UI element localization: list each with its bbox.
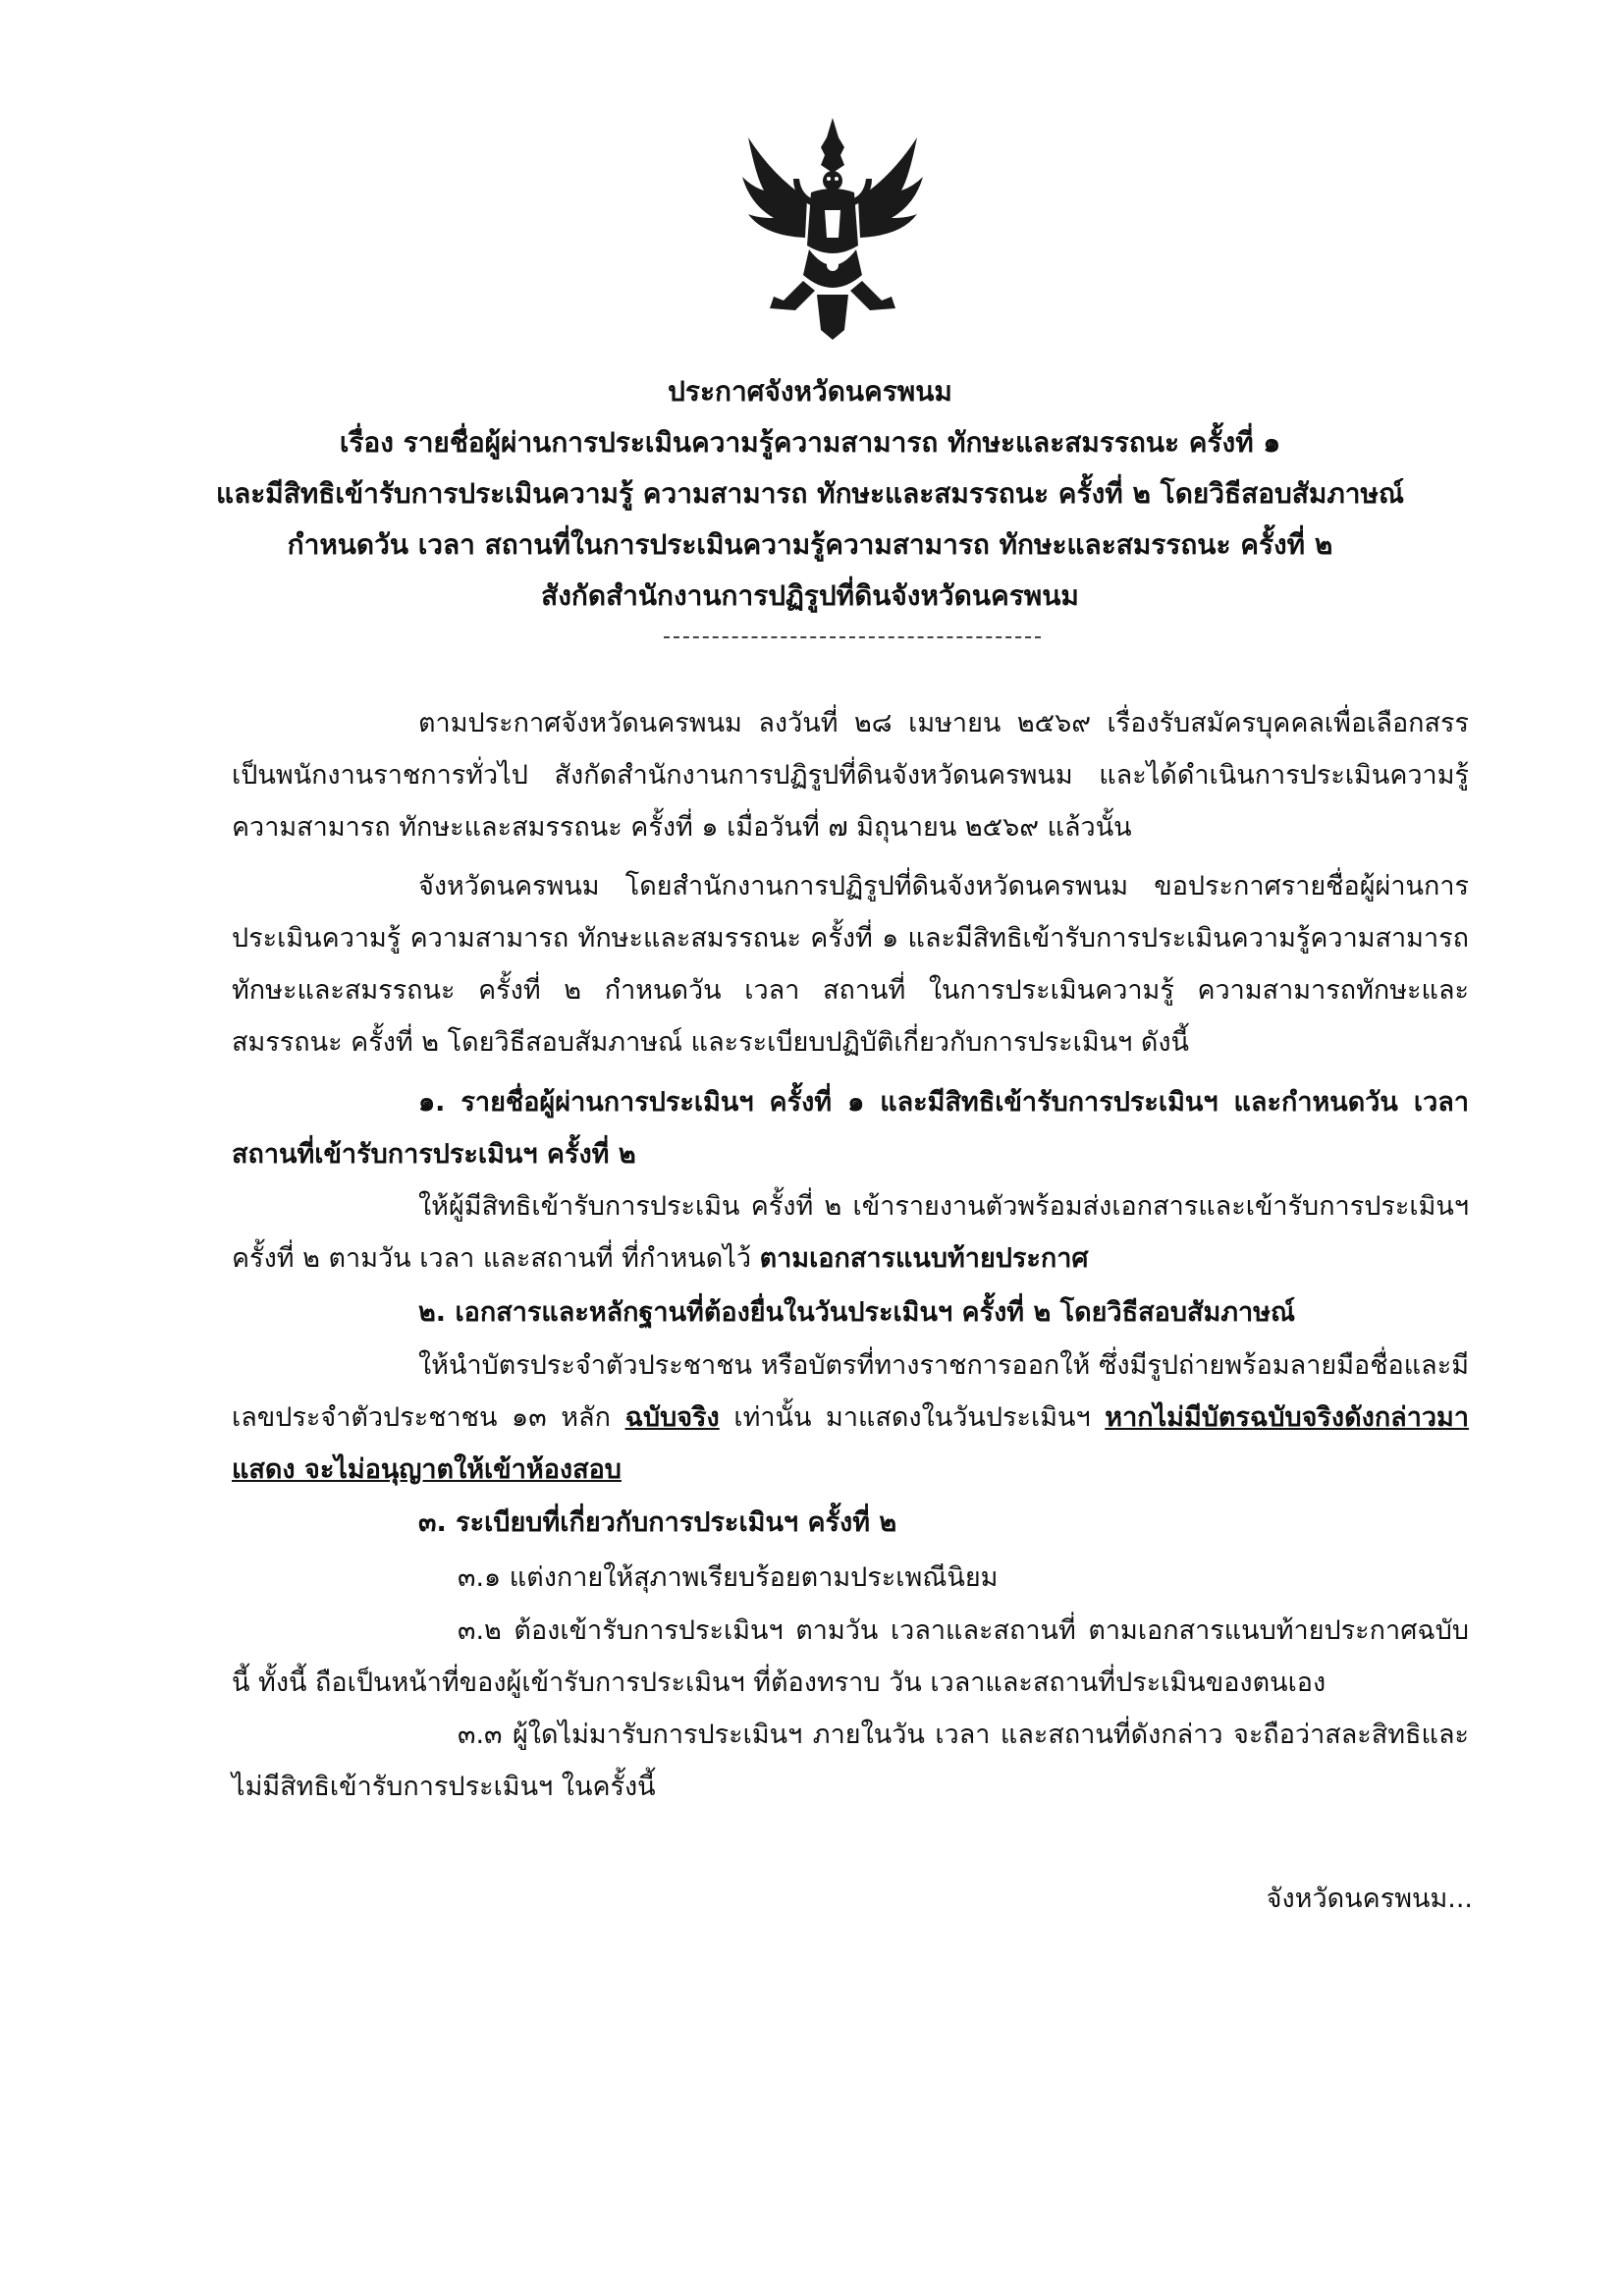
section-3-item-3: ๓.๓ ผู้ใดไม่มารับการประเมินฯ ภายในวัน เวลา และสถานที่ดังกล่าว จะถือว่าสละสิทธิและไม่มีสิทธิเข้ารับการประเมินฯ ในครั้งนี้ (232, 1720, 1469, 1802)
section-1-title: ๑. รายชื่อผู้ผ่านการประเมินฯ ครั้งที่ ๑ และมีสิทธิเข้ารับการประเมินฯ และกำหนดวัน เวลาสถานที่เข้ารับการประเมินฯ ครั้งที่ ๒ (232, 1087, 1469, 1170)
section-1-body (232, 1180, 1469, 1285)
section-2-original-label: ฉบับจริง (624, 1402, 720, 1433)
page-continuation: จังหวัดนครพนม... (1266, 1884, 1473, 1914)
subject-line-2: และมีสิทธิเข้ารับการประเมินความรู้ ความสามารถ ทักษะและสมรรถนะ ครั้งที่ ๒ โดยวิธีสอบสัมภาษณ์ (216, 477, 1404, 510)
section-2-warning: หากไม่มีบัตรฉบับจริงดังกล่าวมาแสดง จะไม่อนุญาตให้เข้าห้องสอบ (232, 1402, 1469, 1485)
subject-line: เรื่อง รายชื่อผู้ผ่านการประเมินความรู้ความสามารถ ทักษะและสมรรถนะ ครั้งที่ ๑ (339, 426, 1281, 459)
announcement-title: ประกาศจังหวัดนครพนม (668, 375, 952, 408)
section-3-item-1: ๓.๑ แต่งกายให้สุภาพเรียบร้อยตามประเพณีนิยม (458, 1562, 999, 1593)
subject-line-4: สังกัดสำนักงานการปฏิรูปที่ดินจังหวัดนครพนม (541, 579, 1079, 612)
divider (664, 636, 1041, 638)
subject-line-3: กำหนดวัน เวลา สถานที่ในการประเมินความรู้ความสามารถ ทักษะและสมรรถนะ ครั้งที่ ๒ (287, 528, 1333, 561)
section-1-text: ให้ผู้มีสิทธิเข้ารับการประเมิน ครั้งที่ ๒ เข้ารายงานตัวพร้อมส่งเอกสารและเข้ารับการประเมินฯ ครั้งที่ ๒ ตามวัน เวลา และสถานที่ ที่กำหนดไว้ (232, 1191, 1469, 1274)
section-3-item-2: ๓.๒ ต้องเข้ารับการประเมินฯ ตามวัน เวลาและสถานที่ ตามเอกสารแนบท้ายประกาศฉบับนี้ ทั้งนี้ ถือเป็นหน้าที่ของผู้เข้ารับการประเมินฯ ที่ต้องทราบ วัน เวลาและสถานที่ประเมินของตนเอง (232, 1615, 1469, 1698)
section-3-title: ๓. ระเบียบที่เกี่ยวกับการประเมินฯ ครั้งที่ ๒ (418, 1507, 897, 1538)
paragraph-2: จังหวัดนครพนม โดยสำนักงานการปฏิรูปที่ดินจังหวัดนครพนม ขอประกาศรายชื่อผู้ผ่านการประเมินความรู้ ความสามารถ ทักษะและสมรรถนะ ครั้งที่ ๑ และมีสิทธิเข้ารับการประเมินความรู้ความสามารถ ทักษะและสมรรถนะ ครั้งที่ ๒ กำหนดวัน เวลา สถานที่ ในการประเมินความรู้ ความสามารถทักษะและสมรรถนะ ครั้งที่ ๒ โดยวิธีสอบสัมภาษณ์ และระเบียบปฏิบัติเกี่ยวกับการประเมินฯ ดังนี้ (232, 871, 1469, 1058)
section-2-text-a: ให้นำบัตรประจำตัวประชาชน หรือบัตรที่ทางราชการออกให้ ซึ่งมีรูปถ่ายพร้อมลายมือชื่อและมีเลขประจำตัวประชาชน ๑๓ หลัก (232, 1350, 1469, 1433)
section-2-title: ๒. เอกสารและหลักฐานที่ต้องยื่นในวันประเมินฯ ครั้งที่ ๒ โดยวิธีสอบสัมภาษณ์ (418, 1297, 1296, 1328)
paragraph-1: ตามประกาศจังหวัดนครพนม ลงวันที่ ๒๘ เมษายน ๒๕๖๙ เรื่องรับสมัครบุคคลเพื่อเลือกสรรเป็นพนักงานราชการทั่วไป สังกัดสำนักงานการปฏิรูปที่ดินจังหวัดนครพนม และได้ดำเนินการประเมินความรู้ความสามารถ ทักษะและสมรรถนะ ครั้งที่ ๑ เมื่อวันที่ ๗ มิถุนายน ๒๕๖๙ แล้วนั้น (232, 708, 1469, 843)
section-1-attachment-note: ตามเอกสารแนบท้ายประกาศ (759, 1243, 1089, 1274)
section-2-body (232, 1339, 1469, 1496)
garuda-emblem-icon (734, 108, 931, 344)
section-2-text-b: เท่านั้น มาแสดงในวันประเมินฯ (719, 1402, 1106, 1433)
